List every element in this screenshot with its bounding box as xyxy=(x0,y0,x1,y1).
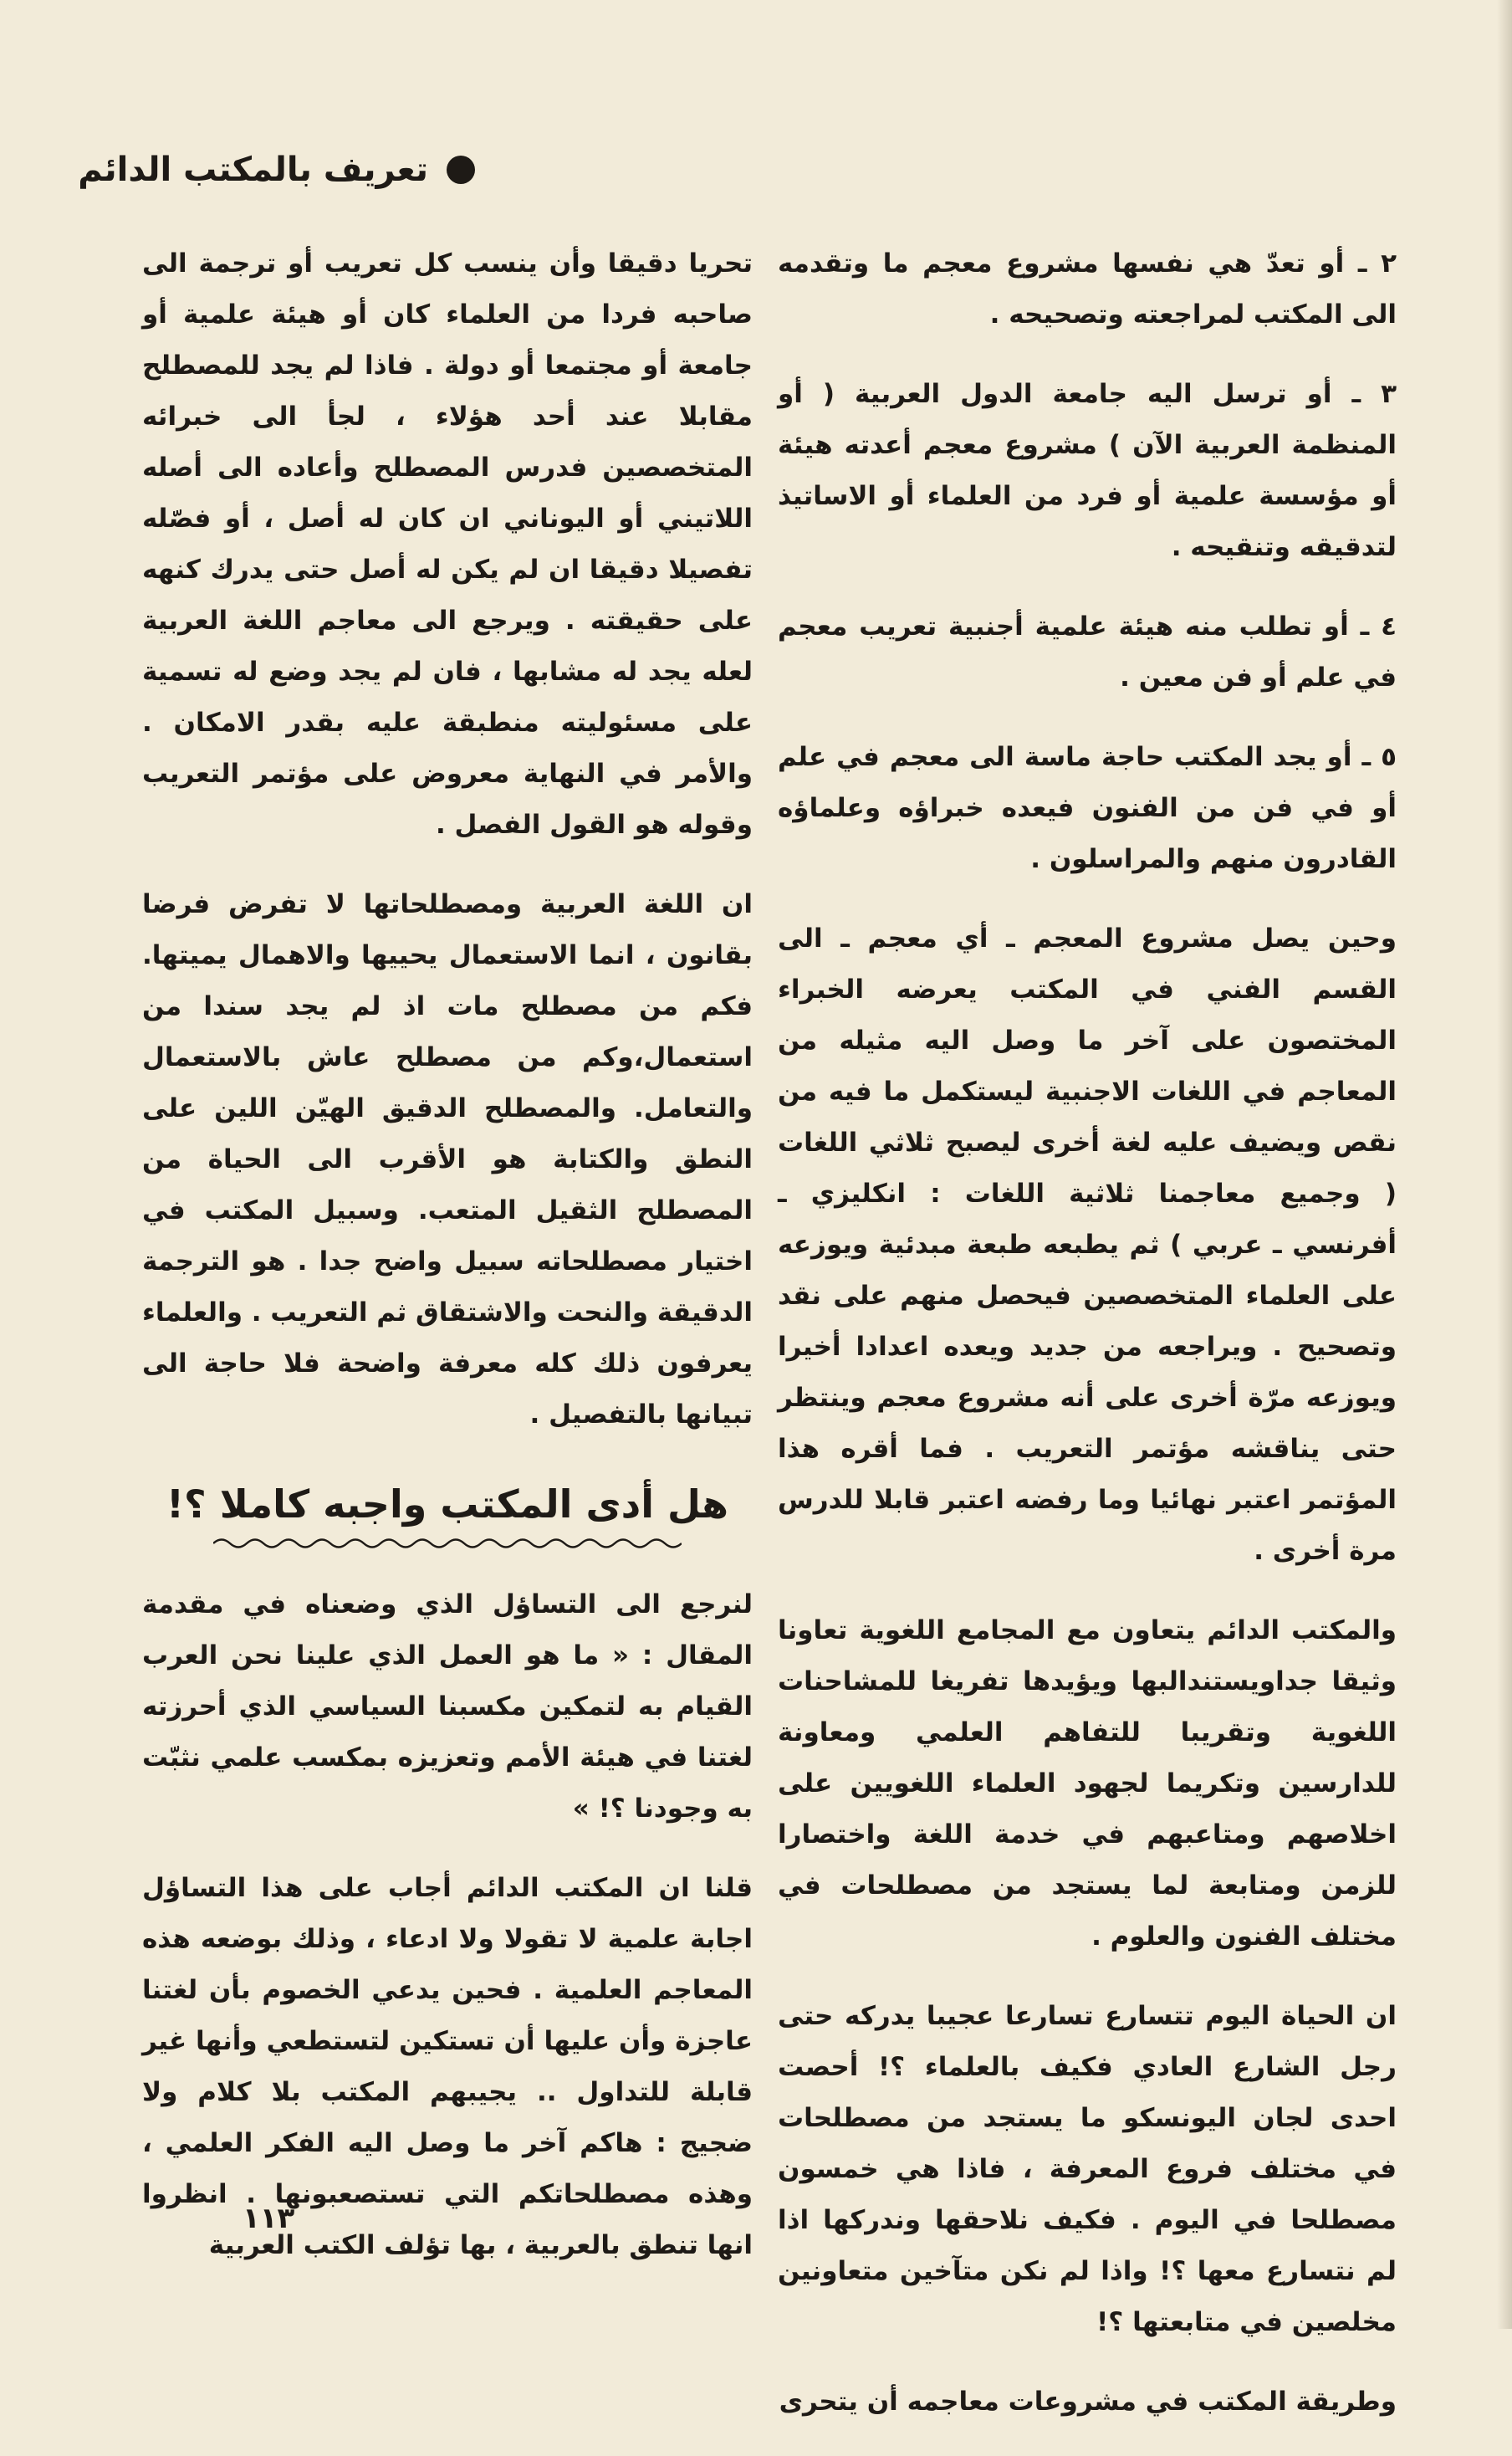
bullet-icon xyxy=(447,156,475,184)
page-edge-shadow xyxy=(1497,0,1512,2329)
paragraph: وحين يصل مشروع المعجم ـ أي معجم ـ الى القسم الفني في المكتب يعرضه الخبراء المختصون على آخر ما وصل اليه مثيله من المعاجم في اللغات الاجنبية ليستكمل ما فيه من نقص ويضيف عليه لغة أخرى ليصبح ثلاثي اللغات ( وجميع معاجمنا ثلاثية اللغات : انكليزي ـ أفرنسي ـ عربي ) ثم يطبعه طبعة مبدئية ويوزعه على العلماء المتخصصين فيحصل منهم على نقد وتصحيح . ويراجعه من جديد ويعده اعدادا أخيرا ويوزعه مرّة أخرى على أنه مشروع معجم وينتظر حتى يناقشه مؤتمر التعريب . فما أقره هذا المؤتمر اعتبر نهائيا وما رفضه اعتبر قابلا للدرس مرة أخرى . xyxy=(778,924,1397,1566)
paragraph: لنرجع الى التساؤل الذي وضعناه في مقدمة المقال : « ما هو العمل الذي علينا نحن العرب القيام به لتمكين مكسبنا السياسي الذي أحرزته لغتنا في هيئة الأمم وتعزيزه بمكسب علمي نثبّت به وجودنا ؟! » xyxy=(142,1589,753,1824)
paragraph: ٣ ـ أو ترسل اليه جامعة الدول العربية ( أو المنظمة العربية الآن ) مشروع معجم أعدته هيئة أو مؤسسة علمية أو فرد من العلماء أو الاساتيذ لتدقيقه وتنقيحه . xyxy=(778,379,1397,562)
paragraph: ان الحياة اليوم تتسارع تسارعا عجيبا يدركه حتى رجل الشارع العادي فكيف بالعلماء ؟! أحصت احدى لجان اليونسكو ما يستجد من مصطلحات في مختلف فروع المعرفة ، فاذا هي خمسون مصطلحا في اليوم . فكيف نلاحقها وندركها اذا لم نتسارع معها ؟! واذا لم نكن متآخين متعاونين مخلصين في متابعتها ؟! xyxy=(778,2001,1397,2337)
right-column xyxy=(778,238,1397,2456)
section-title: هل أدى المكتب واجبه كاملا ؟! xyxy=(166,1481,728,1527)
paragraph: ٤ ـ أو تطلب منه هيئة علمية أجنبية تعريب معجم في علم أو فن معين . xyxy=(778,611,1397,693)
paragraph: تحريا دقيقا وأن ينسب كل تعريب أو ترجمة الى صاحبه فردا من العلماء كان أو هيئة علمية أو جامعة أو مجتمعا أو دولة . فاذا لم يجد للمصطلح مقابلا عند أحد هؤلاء ، لجأ الى خبرائه المتخصصين فدرس المصطلح وأعاده الى أصله اللاتيني أو اليوناني ان كان له أصل ، أو فصّله تفصيلا دقيقا ان لم يكن له أصل حتى يدرك كنهه على حقيقته . ويرجع الى معاجم اللغة العربية لعله يجد له مشابها ، فان لم يجد وضع له تسمية على مسئوليته منطبقة عليه بقدر الامكان . والأمر في النهاية معروض على مؤتمر التعريب وقوله هو القول الفصل . xyxy=(142,248,753,840)
paragraph: ٥ ـ أو يجد المكتب حاجة ماسة الى معجم في علم أو في فن من الفنون فيعده خبراؤه وعلماؤه القادرون منهم والمراسلون . xyxy=(778,742,1397,874)
paragraph: والمكتب الدائم يتعاون مع المجامع اللغوية تعاونا وثيقا جداويستندالبها ويؤيدها تفريغا للمشاحنات اللغوية وتقريبا للتفاهم العلمي ومعاونة للدارسين وتكريما لجهود العلماء اللغويين على اخلاصهم ومتاعبهم في خدمة اللغة واختصارا للزمن ومتابعة لما يستجد من مصطلحات في مختلف الفنون والعلوم . xyxy=(778,1615,1397,1952)
paragraph: ٢ ـ أو تعدّ هي نفسها مشروع معجم ما وتقدمه الى المكتب لمراجعته وتصحيحه . xyxy=(778,248,1397,330)
header-title: تعريف بالمكتب الدائم xyxy=(78,151,428,189)
page-number: ١١٣ xyxy=(243,2202,295,2235)
paragraph: قلنا ان المكتب الدائم أجاب على هذا التساؤل اجابة علمية لا تقولا ولا ادعاء ، وذلك بوضعه هذه المعاجم العلمية . فحين يدعي الخصوم بأن لغتنا عاجزة وأن عليها أن تستكين لتستطعي وأنها غير قابلة للتداول .. يجيبهم المكتب بلا كلام ولا ضجيج : هاكم آخر ما وصل اليه الفكر العلمي ، وهذه مصطلحاتكم التي تستصعبونها . انظروا انها تنطق بالعربية ، بها تؤلف الكتب العربية xyxy=(142,1873,753,2260)
page-header xyxy=(78,151,475,189)
wavy-divider xyxy=(213,1536,682,1551)
left-column xyxy=(142,238,753,2300)
paragraph: وطريقة المكتب في مشروعات معاجمه أن يتحرى xyxy=(779,2387,1397,2417)
paragraph: ان اللغة العربية ومصطلحاتها لا تفرض فرضا بقانون ، انما الاستعمال يحييها والاهمال يميتها. فكم من مصطلح مات اذ لم يجد سندا من استعمال،وكم من مصطلح عاش بالاستعمال والتعامل. والمصطلح الدقيق الهيّن اللين على النطق والكتابة هو الأقرب الى الحياة من المصطلح الثقيل المتعب. وسبيل المكتب في اختيار مصطلحاته سبيل واضح جدا . هو الترجمة الدقيقة والنحت والاشتقاق ثم التعريب . والعلماء يعرفون ذلك كله معرفة واضحة فلا حاجة الى تبيانها بالتفصيل . xyxy=(142,889,753,1430)
